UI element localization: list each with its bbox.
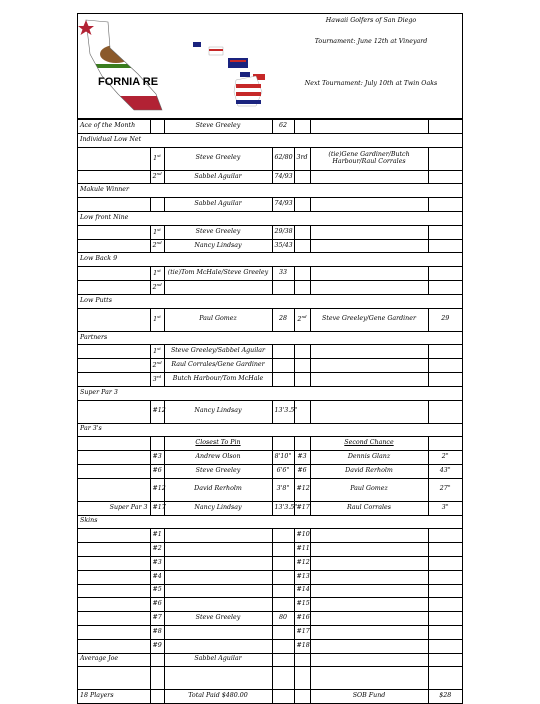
- table-cell: [428, 400, 462, 423]
- table-row: [78, 267, 462, 281]
- table-row: [78, 225, 462, 239]
- table-cell: [272, 345, 294, 359]
- table-row: [78, 584, 462, 598]
- table-cell: Steve Greeley/Gene Gardiner: [310, 308, 428, 331]
- table-cell: [294, 225, 310, 239]
- table-cell: [294, 359, 310, 373]
- table-cell: [310, 198, 428, 212]
- table-cell: 43": [428, 464, 462, 478]
- table-cell: 3rd: [294, 147, 310, 170]
- table-cell: Low Back 9: [78, 253, 462, 267]
- table-row: [78, 543, 462, 557]
- table-row: [78, 386, 462, 400]
- table-cell: [294, 170, 310, 184]
- table-cell: Butch Harbour/Tom McHale: [164, 372, 272, 386]
- club-name: Hawaii Golfers of San Diego: [325, 17, 417, 24]
- table-cell: [272, 280, 294, 294]
- table-cell: #4: [150, 570, 164, 584]
- table-cell: [272, 372, 294, 386]
- table-cell: 2nd: [150, 170, 164, 184]
- table-cell: [310, 400, 428, 423]
- table-cell: [428, 653, 462, 667]
- table-cell: [150, 437, 164, 451]
- table-cell: [294, 653, 310, 667]
- table-row: [78, 598, 462, 612]
- table-cell: 1st: [150, 147, 164, 170]
- table-cell: #12: [150, 400, 164, 423]
- table-cell: [164, 556, 272, 570]
- table-cell: [294, 198, 310, 212]
- table-cell: [78, 667, 150, 690]
- table-cell: [428, 543, 462, 557]
- table-row: [78, 501, 462, 515]
- table-cell: Super Par 3: [78, 501, 150, 515]
- table-cell: Individual Low Net: [78, 133, 462, 147]
- table-cell: [164, 598, 272, 612]
- table-cell: [150, 690, 164, 703]
- table-row: [78, 331, 462, 345]
- table-cell: #1: [150, 529, 164, 543]
- table-cell: [428, 359, 462, 373]
- table-cell: [164, 529, 272, 543]
- table-cell: Paul Gomez: [310, 478, 428, 501]
- table-cell: [310, 225, 428, 239]
- table-cell: #17: [294, 625, 310, 639]
- table-cell: Dennis Glanz: [310, 451, 428, 465]
- table-cell: 27": [428, 478, 462, 501]
- table-cell: [78, 308, 150, 331]
- table-cell: [78, 612, 150, 626]
- results-sheet: [77, 13, 463, 704]
- table-cell: David Rerholm: [310, 464, 428, 478]
- table-row: [78, 570, 462, 584]
- table-cell: [428, 225, 462, 239]
- table-row: [78, 612, 462, 626]
- table-cell: 8'10": [272, 451, 294, 465]
- table-row: [78, 294, 462, 308]
- table-cell: 3": [428, 501, 462, 515]
- table-cell: #9: [150, 639, 164, 653]
- table-cell: [78, 400, 150, 423]
- table-row: [78, 120, 462, 134]
- table-cell: 3rd: [150, 372, 164, 386]
- table-cell: [78, 639, 150, 653]
- table-cell: [310, 667, 428, 690]
- table-cell: Raul Corrales: [310, 501, 428, 515]
- table-cell: [78, 198, 150, 212]
- table-cell: [428, 372, 462, 386]
- table-row: [78, 529, 462, 543]
- table-cell: [294, 690, 310, 703]
- table-cell: [428, 170, 462, 184]
- table-cell: [78, 570, 150, 584]
- table-cell: [294, 120, 310, 134]
- table-cell: [310, 359, 428, 373]
- table-cell: [78, 556, 150, 570]
- table-row: [78, 653, 462, 667]
- table-cell: [272, 570, 294, 584]
- table-cell: [78, 451, 150, 465]
- table-row: [78, 515, 462, 529]
- sheet-header: [78, 14, 462, 119]
- table-cell: [294, 267, 310, 281]
- table-cell: 33: [272, 267, 294, 281]
- table-row: [78, 133, 462, 147]
- table-row: [78, 147, 462, 170]
- table-cell: [310, 570, 428, 584]
- table-cell: Skins: [78, 515, 462, 529]
- table-cell: 6'6": [272, 464, 294, 478]
- results-table: [78, 119, 462, 703]
- table-cell: [78, 147, 150, 170]
- table-cell: [294, 345, 310, 359]
- table-row: [78, 400, 462, 423]
- table-cell: [310, 584, 428, 598]
- table-row: [78, 198, 462, 212]
- table-cell: 2nd: [294, 308, 310, 331]
- table-cell: [164, 543, 272, 557]
- table-cell: [428, 267, 462, 281]
- table-cell: [294, 280, 310, 294]
- table-cell: (tie)Tom McHale/Steve Greeley: [164, 267, 272, 281]
- table-row: [78, 211, 462, 225]
- table-cell: 2nd: [150, 239, 164, 253]
- table-row: [78, 478, 462, 501]
- table-cell: [150, 198, 164, 212]
- table-cell: 62: [272, 120, 294, 134]
- table-cell: #8: [150, 625, 164, 639]
- table-row: [78, 308, 462, 331]
- table-cell: #5: [150, 584, 164, 598]
- table-row: [78, 345, 462, 359]
- table-cell: Raul Corrales/Gene Gardiner: [164, 359, 272, 373]
- table-cell: [78, 372, 150, 386]
- table-cell: [428, 639, 462, 653]
- table-cell: Ace of the Month: [78, 120, 150, 134]
- table-cell: [164, 667, 272, 690]
- table-cell: Steve Greeley: [164, 225, 272, 239]
- table-cell: Second Chance: [310, 437, 428, 451]
- table-cell: [164, 584, 272, 598]
- table-row: [78, 280, 462, 294]
- table-cell: #13: [294, 570, 310, 584]
- table-cell: [164, 570, 272, 584]
- table-cell: [310, 556, 428, 570]
- table-cell: [428, 437, 462, 451]
- table-cell: [310, 267, 428, 281]
- table-cell: #2: [150, 543, 164, 557]
- table-cell: Total Paid $480.00: [164, 690, 272, 703]
- table-cell: [310, 345, 428, 359]
- table-cell: [310, 529, 428, 543]
- table-cell: [428, 570, 462, 584]
- table-cell: [164, 280, 272, 294]
- table-cell: [78, 225, 150, 239]
- table-cell: [294, 667, 310, 690]
- table-cell: [272, 359, 294, 373]
- table-cell: Sabbel Aguilar: [164, 653, 272, 667]
- table-cell: #6: [294, 464, 310, 478]
- table-cell: #7: [150, 612, 164, 626]
- table-cell: [310, 639, 428, 653]
- table-cell: Sabbel Aguilar: [164, 198, 272, 212]
- table-cell: 18 Players: [78, 690, 150, 703]
- table-cell: [78, 345, 150, 359]
- table-cell: [428, 556, 462, 570]
- table-cell: 35/43: [272, 239, 294, 253]
- next-tournament: Next Tournament: July 10th at Twin Oaks: [304, 80, 438, 87]
- table-cell: 1st: [150, 225, 164, 239]
- table-cell: [310, 239, 428, 253]
- table-cell: [428, 625, 462, 639]
- table-cell: Steve Greeley: [164, 120, 272, 134]
- table-cell: Steve Greeley: [164, 147, 272, 170]
- table-row: [78, 451, 462, 465]
- table-cell: [150, 120, 164, 134]
- table-cell: #12: [150, 478, 164, 501]
- table-cell: Nancy Lindsay: [164, 239, 272, 253]
- table-cell: [310, 612, 428, 626]
- table-cell: [428, 584, 462, 598]
- table-cell: 3'8": [272, 478, 294, 501]
- table-cell: [428, 280, 462, 294]
- tournament-info: Tournament: June 12th at Vineyard: [314, 38, 428, 45]
- table-cell: [428, 667, 462, 690]
- table-cell: [164, 639, 272, 653]
- table-cell: 28: [272, 308, 294, 331]
- table-cell: Steve Greeley: [164, 612, 272, 626]
- table-cell: Sabbel Aguilar: [164, 170, 272, 184]
- table-cell: Average Joe: [78, 653, 150, 667]
- table-cell: #16: [294, 612, 310, 626]
- table-cell: 1st: [150, 345, 164, 359]
- table-cell: [272, 690, 294, 703]
- table-cell: [150, 653, 164, 667]
- table-cell: [78, 584, 150, 598]
- table-cell: 1st: [150, 267, 164, 281]
- table-cell: #14: [294, 584, 310, 598]
- table-cell: [310, 372, 428, 386]
- table-cell: 1st: [150, 308, 164, 331]
- table-cell: [310, 653, 428, 667]
- table-cell: [78, 478, 150, 501]
- table-row: [78, 184, 462, 198]
- table-cell: Paul Gomez: [164, 308, 272, 331]
- table-cell: $28: [428, 690, 462, 703]
- table-cell: 74/93: [272, 198, 294, 212]
- table-row: [78, 423, 462, 437]
- table-row: [78, 464, 462, 478]
- table-row: [78, 239, 462, 253]
- table-row: [78, 372, 462, 386]
- table-cell: [272, 529, 294, 543]
- table-cell: (tie)Gene Gardiner/Butch Harbour/Raul Corrales: [310, 147, 428, 170]
- table-cell: [272, 584, 294, 598]
- table-cell: [78, 170, 150, 184]
- table-cell: [428, 147, 462, 170]
- table-cell: 2nd: [150, 280, 164, 294]
- table-cell: Partners: [78, 331, 462, 345]
- table-cell: [272, 653, 294, 667]
- table-cell: 13'3.5": [272, 400, 294, 423]
- table-cell: Super Par 3: [78, 386, 462, 400]
- table-cell: [78, 437, 150, 451]
- table-cell: [428, 345, 462, 359]
- table-row: [78, 359, 462, 373]
- table-cell: [272, 625, 294, 639]
- table-cell: [310, 120, 428, 134]
- table-cell: SOB Fund: [310, 690, 428, 703]
- table-row: [78, 556, 462, 570]
- table-cell: [78, 239, 150, 253]
- table-cell: [78, 267, 150, 281]
- table-cell: 80: [272, 612, 294, 626]
- table-cell: [310, 280, 428, 294]
- table-cell: [310, 170, 428, 184]
- table-cell: #11: [294, 543, 310, 557]
- table-cell: [78, 598, 150, 612]
- table-cell: #17: [150, 501, 164, 515]
- svg-text:FORNIA RE: FORNIA RE: [98, 76, 159, 88]
- table-cell: [272, 556, 294, 570]
- table-cell: 74/93: [272, 170, 294, 184]
- table-cell: Nancy Lindsay: [164, 501, 272, 515]
- table-cell: [78, 543, 150, 557]
- table-cell: [78, 280, 150, 294]
- table-cell: [294, 437, 310, 451]
- table-row: [78, 625, 462, 639]
- table-cell: [164, 625, 272, 639]
- table-cell: 2nd: [150, 359, 164, 373]
- table-row: [78, 639, 462, 653]
- table-cell: [428, 598, 462, 612]
- table-cell: #6: [150, 464, 164, 478]
- table-cell: #18: [294, 639, 310, 653]
- table-cell: #3: [294, 451, 310, 465]
- table-cell: [428, 529, 462, 543]
- table-cell: 29: [428, 308, 462, 331]
- table-cell: Closest To Pin: [164, 437, 272, 451]
- table-row: [78, 690, 462, 703]
- table-cell: [78, 464, 150, 478]
- table-cell: [272, 639, 294, 653]
- table-cell: #12: [294, 556, 310, 570]
- table-cell: [272, 598, 294, 612]
- table-cell: Steve Greeley/Sabbel Aguilar: [164, 345, 272, 359]
- table-cell: Par 3's: [78, 423, 462, 437]
- table-cell: #15: [294, 598, 310, 612]
- table-cell: #12: [294, 478, 310, 501]
- table-cell: 62/80: [272, 147, 294, 170]
- table-cell: Nancy Lindsay: [164, 400, 272, 423]
- table-cell: #3: [150, 451, 164, 465]
- table-cell: [78, 359, 150, 373]
- table-row: [78, 437, 462, 451]
- table-cell: David Rerholm: [164, 478, 272, 501]
- table-cell: [294, 239, 310, 253]
- table-cell: [272, 667, 294, 690]
- table-cell: [428, 198, 462, 212]
- table-cell: [428, 612, 462, 626]
- table-row: [78, 667, 462, 690]
- table-row: [78, 253, 462, 267]
- table-cell: Makule Winner: [78, 184, 462, 198]
- table-cell: [310, 625, 428, 639]
- table-cell: [310, 543, 428, 557]
- table-cell: #17: [294, 501, 310, 515]
- table-cell: [78, 529, 150, 543]
- table-cell: Low front Nine: [78, 211, 462, 225]
- california-hawaii-flag-art: [78, 14, 462, 118]
- table-cell: [272, 543, 294, 557]
- table-cell: #10: [294, 529, 310, 543]
- table-cell: [428, 239, 462, 253]
- table-row: [78, 170, 462, 184]
- table-cell: Low Putts: [78, 294, 462, 308]
- table-cell: [78, 625, 150, 639]
- table-cell: 29/38: [272, 225, 294, 239]
- table-cell: [294, 372, 310, 386]
- table-cell: 2": [428, 451, 462, 465]
- table-cell: [150, 667, 164, 690]
- table-cell: 13'3.5": [272, 501, 294, 515]
- table-cell: Andrew Olson: [164, 451, 272, 465]
- table-cell: [310, 598, 428, 612]
- table-cell: #3: [150, 556, 164, 570]
- table-cell: [272, 437, 294, 451]
- table-cell: [428, 120, 462, 134]
- table-cell: #6: [150, 598, 164, 612]
- table-cell: Steve Greeley: [164, 464, 272, 478]
